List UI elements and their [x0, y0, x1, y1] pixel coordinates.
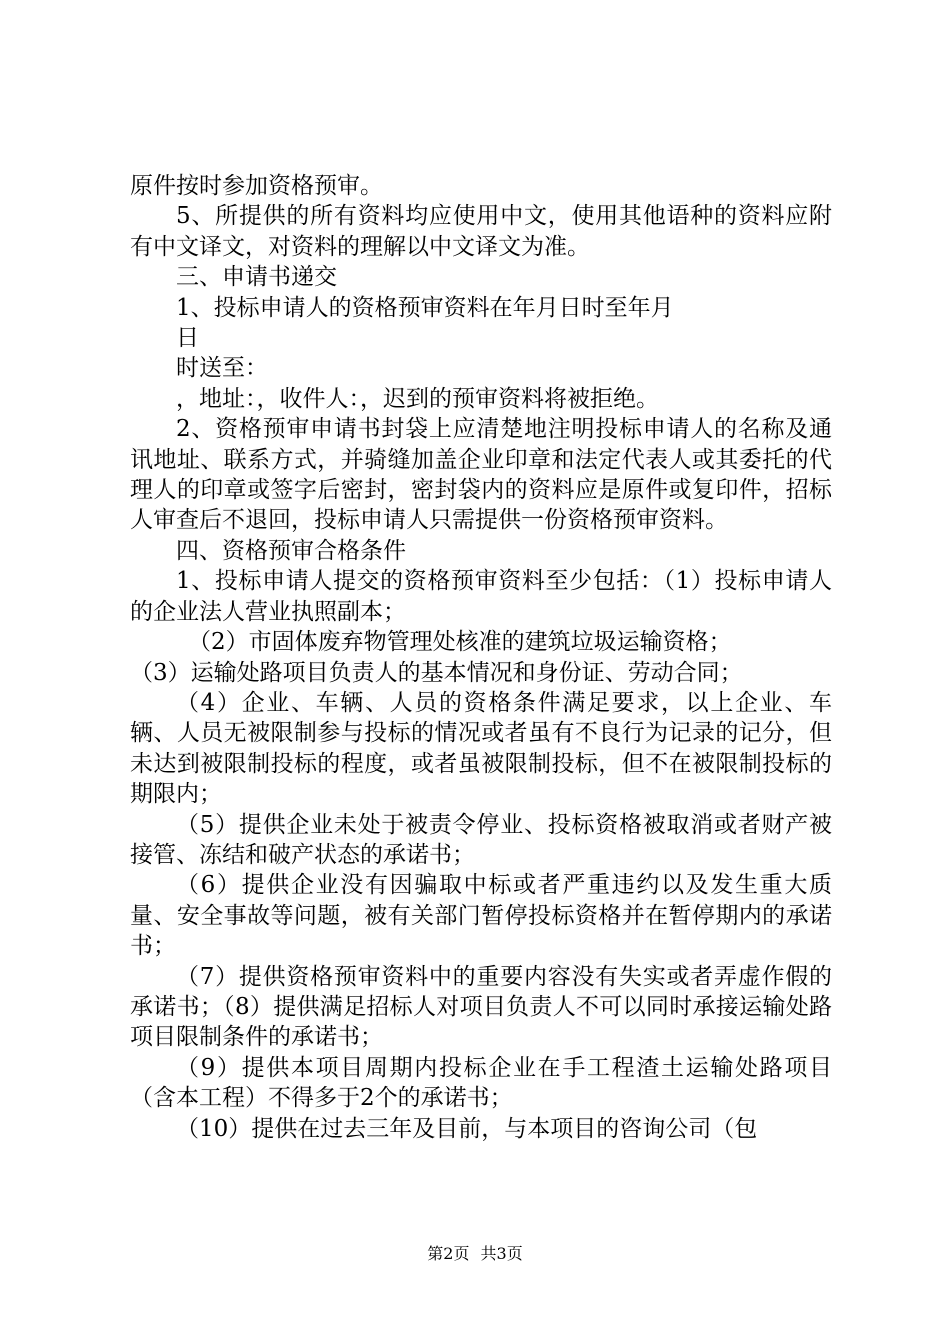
- paragraph: 1、投标申请人提交的资格预审资料至少包括：（1）投标申请人的企业法人营业执照副本；: [130, 568, 832, 625]
- paragraph: 5、所提供的所有资料均应使用中文，使用其他语种的资料应附有中文译文，对资料的理解以中文译文为准。: [130, 203, 832, 260]
- paragraph: （2）市固体废弃物管理处核准的建筑垃圾运输资格；: [188, 629, 732, 656]
- section-heading: 三、申请书递交: [176, 264, 337, 291]
- paragraph: 原件按时参加资格预审。: [130, 173, 383, 199]
- page-number: 第2页: [427, 1244, 470, 1263]
- paragraph: （3）运输处路项目负责人的基本情况和身份证、劳动合同；: [130, 659, 743, 686]
- paragraph: 时送至：: [176, 355, 268, 382]
- page-footer: [0, 1244, 950, 1264]
- paragraph: 2、资格预审申请书封袋上应清楚地注明投标申请人的名称及通讯地址、联系方式，并骑缝加盖企业印章和法定代表人或其委托的代理人的印章或签字后密封，密封袋内的资料应是原件或复印件，招标人审查后不退回，投标申请人只需提供一份资格预审资料。: [130, 416, 832, 534]
- paragraph: （6）提供企业没有因骗取中标或者严重违约以及发生重大质量、安全事故等问题，被有关部门暂停投标资格并在暂停期内的承诺书；: [130, 872, 832, 960]
- paragraph: ，地址：，收件人：，迟到的预审资料将被拒绝。: [176, 385, 659, 412]
- paragraph: （4）企业、车辆、人员的资格条件满足要求，以上企业、车辆、人员无被限制参与投标的情况或者虽有不良行为记录的记分，但未达到被限制投标的程度，或者虽被限制投标，但不在被限制投标的期限内；: [130, 689, 832, 808]
- paragraph: （10）提供在过去三年及目前，与本项目的咨询公司（包: [176, 1115, 758, 1142]
- section-heading: 四、资格预审合格条件: [176, 537, 406, 564]
- paragraph: （9）提供本项目周期内投标企业在手工程渣土运输处路项目（含本工程）不得多于2个的承诺书；: [130, 1054, 832, 1112]
- paragraph: 1、投标申请人的资格预审资料在年月日时至年月: [176, 294, 674, 321]
- paragraph: 日: [176, 325, 199, 352]
- paragraph: （5）提供企业未处于被责令停业、投标资格被取消或者财产被接管、冻结和破产状态的承诺书；: [130, 811, 832, 868]
- paragraph: （7）提供资格预审资料中的重要内容没有失实或者弄虚作假的承诺书；（8）提供满足招标人对项目负责人不可以同时承接运输处路项目限制条件的承诺书；: [130, 963, 832, 1051]
- document-body: [130, 171, 832, 1144]
- page-total: 共3页: [480, 1244, 523, 1263]
